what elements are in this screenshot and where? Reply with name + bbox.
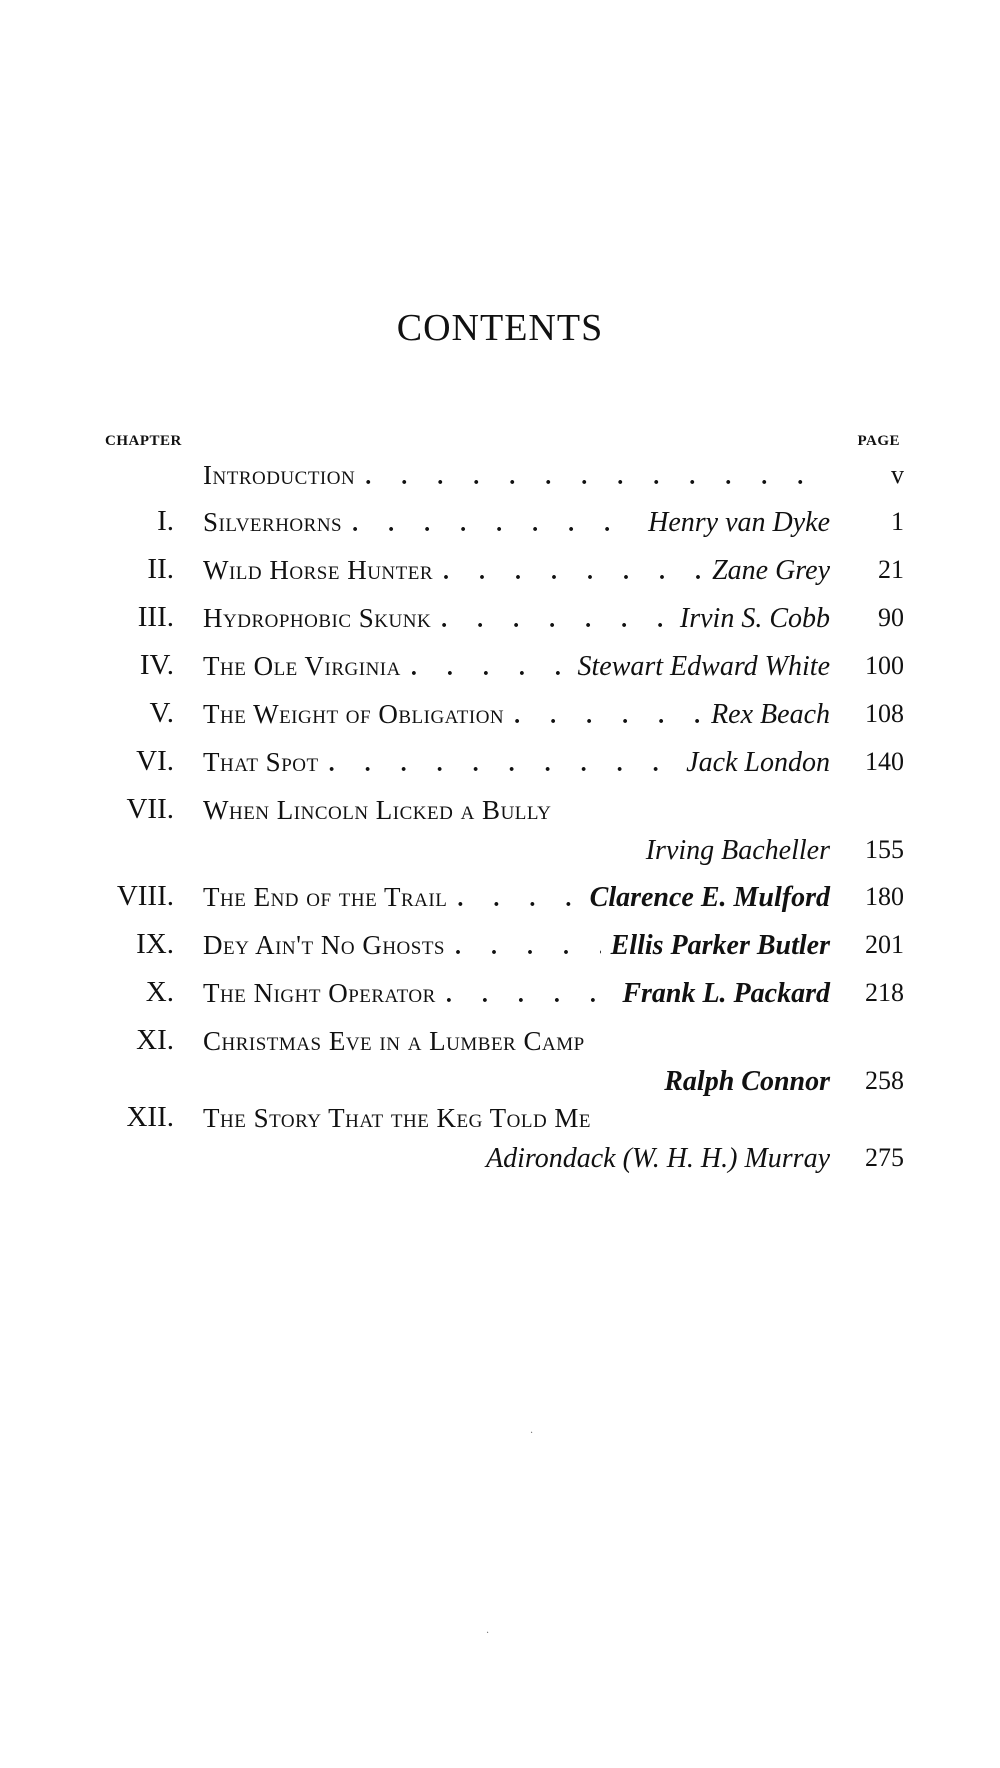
toc-entry[interactable]	[0, 793, 1000, 877]
toc-entry[interactable]	[0, 553, 1000, 597]
toc-entry-author: Irving Bacheller	[645, 835, 830, 866]
toc-entry-author: Adirondack (W. H. H.) Murray	[486, 1143, 830, 1174]
chapter-number: II.	[147, 553, 174, 585]
chapter-number: X.	[145, 976, 174, 1008]
toc-entry-page: 1	[891, 507, 904, 536]
toc-entry-title: Dey Ain't No Ghosts	[203, 930, 446, 960]
toc-entry-author: Irvin S. Cobb	[679, 603, 830, 634]
toc-entry[interactable]	[0, 976, 1000, 1020]
toc-entry-author: Frank L. Packard	[622, 978, 830, 1009]
toc-entry[interactable]	[0, 697, 1000, 741]
chapter-column-header: CHAPTER	[105, 433, 182, 449]
toc-entry[interactable]	[0, 649, 1000, 693]
chapter-number: VI.	[136, 745, 174, 777]
leader-dots	[441, 607, 670, 634]
toc-entry-page: 100	[865, 651, 904, 680]
leader-dots	[443, 559, 702, 586]
toc-entry-page: 140	[865, 747, 904, 776]
toc-entry-author: Stewart Edward White	[577, 651, 830, 682]
toc-entry-author: Zane Grey	[712, 555, 830, 586]
toc-entry[interactable]	[0, 505, 1000, 549]
toc-entry-title: That Spot	[203, 747, 319, 777]
toc-entry-page: 155	[865, 835, 904, 864]
toc-entry-author: Jack London	[686, 747, 830, 778]
chapter-number: IV.	[139, 649, 174, 681]
scan-speck: ·	[530, 1428, 534, 1439]
page-column-header: PAGE	[857, 433, 900, 449]
leader-dots	[514, 703, 701, 730]
leader-dots	[455, 934, 601, 961]
toc-entry-title: Christmas Eve in a Lumber Camp	[203, 1026, 585, 1056]
toc-entry[interactable]	[0, 880, 1000, 924]
toc-entry-page: 258	[865, 1066, 904, 1095]
toc-entry-author: Ralph Connor	[664, 1066, 830, 1097]
toc-entry-title: The Weight of Obligation	[203, 699, 505, 729]
toc-entry-title: When Lincoln Licked a Bully	[203, 795, 552, 825]
toc-entry-page: 180	[865, 882, 904, 911]
toc-entry-page: 21	[878, 555, 904, 584]
toc-entry[interactable]	[0, 601, 1000, 645]
leader-dots	[457, 886, 579, 913]
toc-entry-title: Wild Horse Hunter	[203, 555, 434, 585]
toc-entry-title: The Night Operator	[203, 978, 436, 1008]
toc-entry[interactable]	[0, 745, 1000, 789]
toc-entry-page: 218	[865, 978, 904, 1007]
chapter-number: IX.	[136, 928, 174, 960]
leader-dots	[365, 464, 820, 491]
toc-entry-title: Hydrophobic Skunk	[203, 603, 432, 633]
toc-entry-page: 275	[865, 1143, 904, 1172]
leader-dots	[352, 511, 638, 538]
toc-entry-title: The Story That the Keg Told Me	[203, 1103, 592, 1133]
toc-entry-page: 90	[878, 603, 904, 632]
toc-entry-title: The End of the Trail	[203, 882, 448, 912]
scan-speck: ·	[486, 1628, 490, 1639]
chapter-number: XI.	[136, 1024, 174, 1056]
toc-entry[interactable]	[0, 1101, 1000, 1185]
toc-entry-page: v	[891, 460, 904, 489]
toc-entry-page: 201	[865, 930, 904, 959]
chapter-number: VIII.	[116, 880, 174, 912]
toc-entry-title: Silverhorns	[203, 507, 343, 537]
chapter-number: III.	[137, 601, 174, 633]
toc-entry-title: Introduction	[203, 460, 356, 490]
toc-entry-introduction[interactable]	[0, 458, 1000, 502]
leader-dots	[411, 655, 568, 682]
chapter-number: XII.	[126, 1101, 174, 1133]
leader-dots	[329, 751, 677, 778]
toc-entry-author: Clarence E. Mulford	[589, 882, 830, 913]
chapter-number: I.	[157, 505, 174, 537]
chapter-number: VII.	[126, 793, 174, 825]
toc-entry-author: Henry van Dyke	[648, 507, 830, 538]
toc-entry[interactable]	[0, 1024, 1000, 1108]
toc-entry-author: Ellis Parker Butler	[610, 930, 830, 961]
toc-entry[interactable]	[0, 928, 1000, 972]
toc-entry-title: The Ole Virginia	[203, 651, 401, 681]
toc-entry-page: 108	[865, 699, 904, 728]
page-title: CONTENTS	[396, 307, 604, 349]
toc-entry-author: Rex Beach	[711, 699, 830, 730]
chapter-number: V.	[149, 697, 174, 729]
leader-dots	[446, 982, 613, 1009]
